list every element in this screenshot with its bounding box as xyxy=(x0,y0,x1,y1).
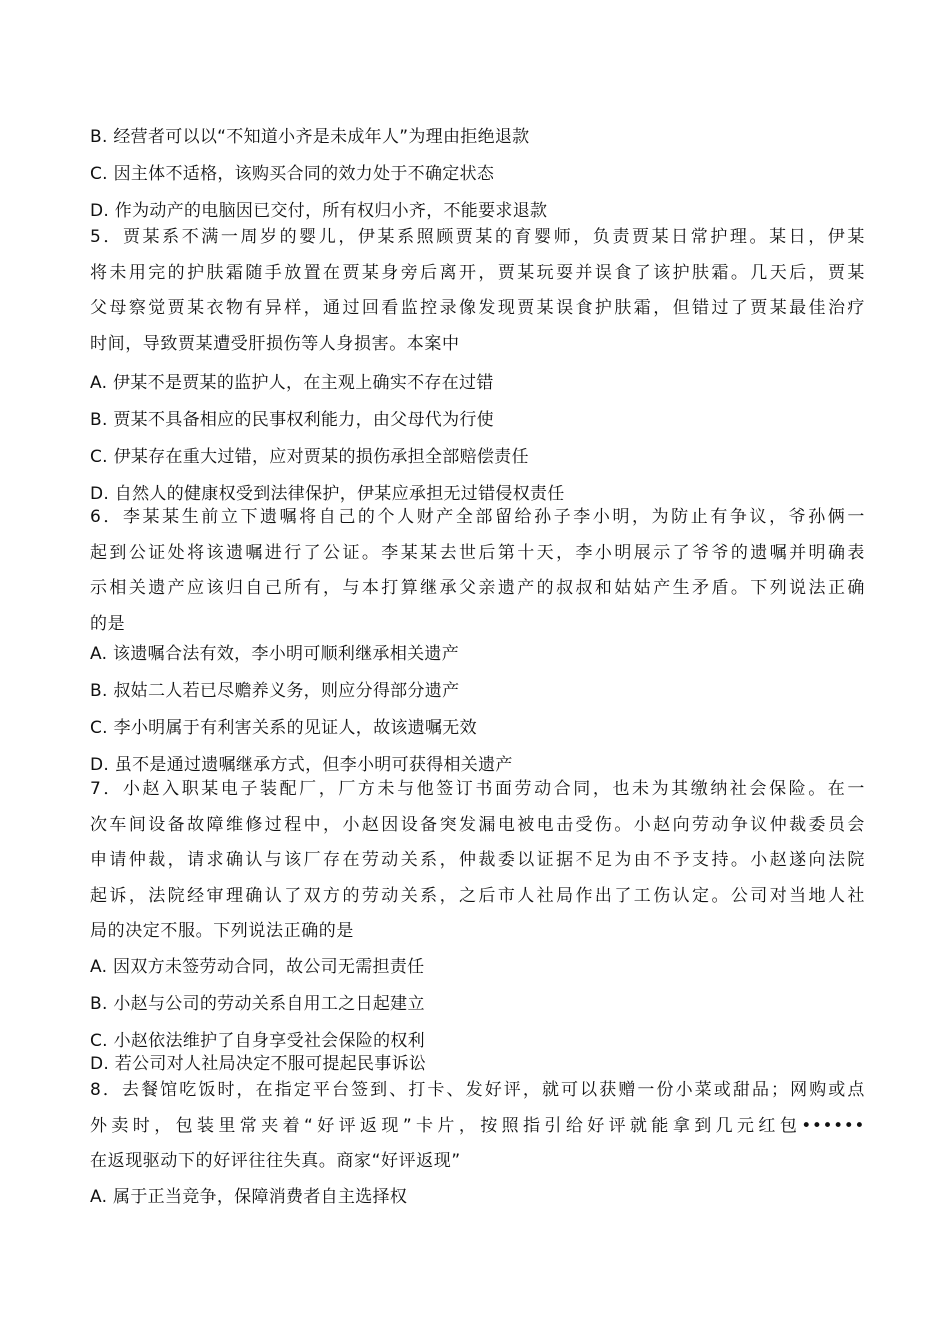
q7-option-d: D. 若公司对人社局决定不服可提起民事诉讼 xyxy=(90,1054,427,1074)
q4-option-b: B. 经营者可以以“不知道小齐是未成年人”为理由拒绝退款 xyxy=(90,127,530,147)
q6-stem-line: 6．李某某生前立下遗嘱将自己的个人财产全部留给孙子李小明，为防止有争议，爷孙俩一 xyxy=(90,507,865,527)
q5-stem-line: 时间，导致贾某遭受肝损伤等人身损害。本案中 xyxy=(90,333,460,354)
q6-stem-line: 示相关遗产应该归自己所有，与本打算继承父亲遗产的叔叔和姑姑产生矛盾。下列说法正确 xyxy=(90,578,865,598)
q8-stem-line: 8．去餐馆吃饭时，在指定平台签到、打卡、发好评，就可以获赠一份小菜或甜品；网购或点 xyxy=(90,1080,865,1100)
q7-option-c: C. 小赵依法维护了自身享受社会保险的权利 xyxy=(90,1031,425,1051)
q7-stem-line: 申请仲裁，请求确认与该厂存在劳动关系，仲裁委以证据不足为由不予支持。小赵遂向法院 xyxy=(90,850,865,870)
q7-stem-line: 局的决定不服。下列说法正确的是 xyxy=(90,921,354,941)
q6-option-d: D. 虽不是通过遗嘱继承方式，但李小明可获得相关遗产 xyxy=(90,755,513,775)
q5-stem xyxy=(90,220,865,362)
q5-option-d: D. 自然人的健康权受到法律保护，伊某应承担无过错侵权责任 xyxy=(90,484,565,504)
q6-option-a: A. 该遗嘱合法有效，李小明可顺利继承相关遗产 xyxy=(90,644,460,664)
q7-stem-line: 7．小赵入职某电子装配厂，厂方未与他签订书面劳动合同，也未为其缴纳社会保险。在一 xyxy=(90,779,865,799)
q6-option-b: B. 叔姑二人若已尽赡养义务，则应分得部分遗产 xyxy=(90,681,460,701)
q5-stem-line: 父母察觉贾某衣物有异样，通过回看监控录像发现贾某误食护肤霜，但错过了贾某最佳治疗 xyxy=(90,298,865,318)
q6-stem-line: 的是 xyxy=(90,613,126,634)
q5-option-c: C. 伊某存在重大过错，应对贾某的损伤承担全部赔偿责任 xyxy=(90,447,529,467)
q8-stem-line: 在返现驱动下的好评往往失真。商家“好评返现” xyxy=(90,1151,461,1171)
q7-option-a: A. 因双方未签劳动合同，故公司无需担责任 xyxy=(90,957,425,977)
q7-stem-line: 起诉，法院经审理确认了双方的劳动关系，之后市人社局作出了工伤认定。公司对当地人社 xyxy=(90,885,865,906)
q6-stem-line: 起到公证处将该遗嘱进行了公证。李某某去世后第十天，李小明展示了爷爷的遗嘱并明确表 xyxy=(90,542,865,563)
q7-stem xyxy=(90,772,865,950)
q8-stem xyxy=(90,1073,865,1180)
q8-stem-line: 外卖时，包装里常夹着“好评返现”卡片，按照指引给好评就能拿到几元红包•••••• xyxy=(90,1115,865,1136)
q8-option-a: A. 属于正当竞争，保障消费者自主选择权 xyxy=(90,1187,408,1207)
q5-stem-line: 将未用完的护肤霜随手放置在贾某身旁后离开，贾某玩耍并误食了该护肤霜。几天后，贾某 xyxy=(90,262,865,283)
q7-stem-line: 次车间设备故障维修过程中，小赵因设备突发漏电被电击受伤。小赵向劳动争议仲裁委员会 xyxy=(90,814,865,835)
q6-option-c: C. 李小明属于有利害关系的见证人，故该遗嘱无效 xyxy=(90,718,477,738)
q5-stem-line: 5．贾某系不满一周岁的婴儿，伊某系照顾贾某的育婴师，负责贾某日常护理。某日，伊某 xyxy=(90,227,865,247)
q5-option-a: A. 伊某不是贾某的监护人，在主观上确实不存在过错 xyxy=(90,373,494,393)
q4-option-d: D. 作为动产的电脑因已交付，所有权归小齐，不能要求退款 xyxy=(90,201,548,221)
q6-stem xyxy=(90,500,865,642)
q7-option-b: B. 小赵与公司的劳动关系自用工之日起建立 xyxy=(90,994,425,1014)
q4-option-c: C. 因主体不适格，该购买合同的效力处于不确定状态 xyxy=(90,164,495,184)
q5-option-b: B. 贾某不具备相应的民事权利能力，由父母代为行使 xyxy=(90,410,494,430)
